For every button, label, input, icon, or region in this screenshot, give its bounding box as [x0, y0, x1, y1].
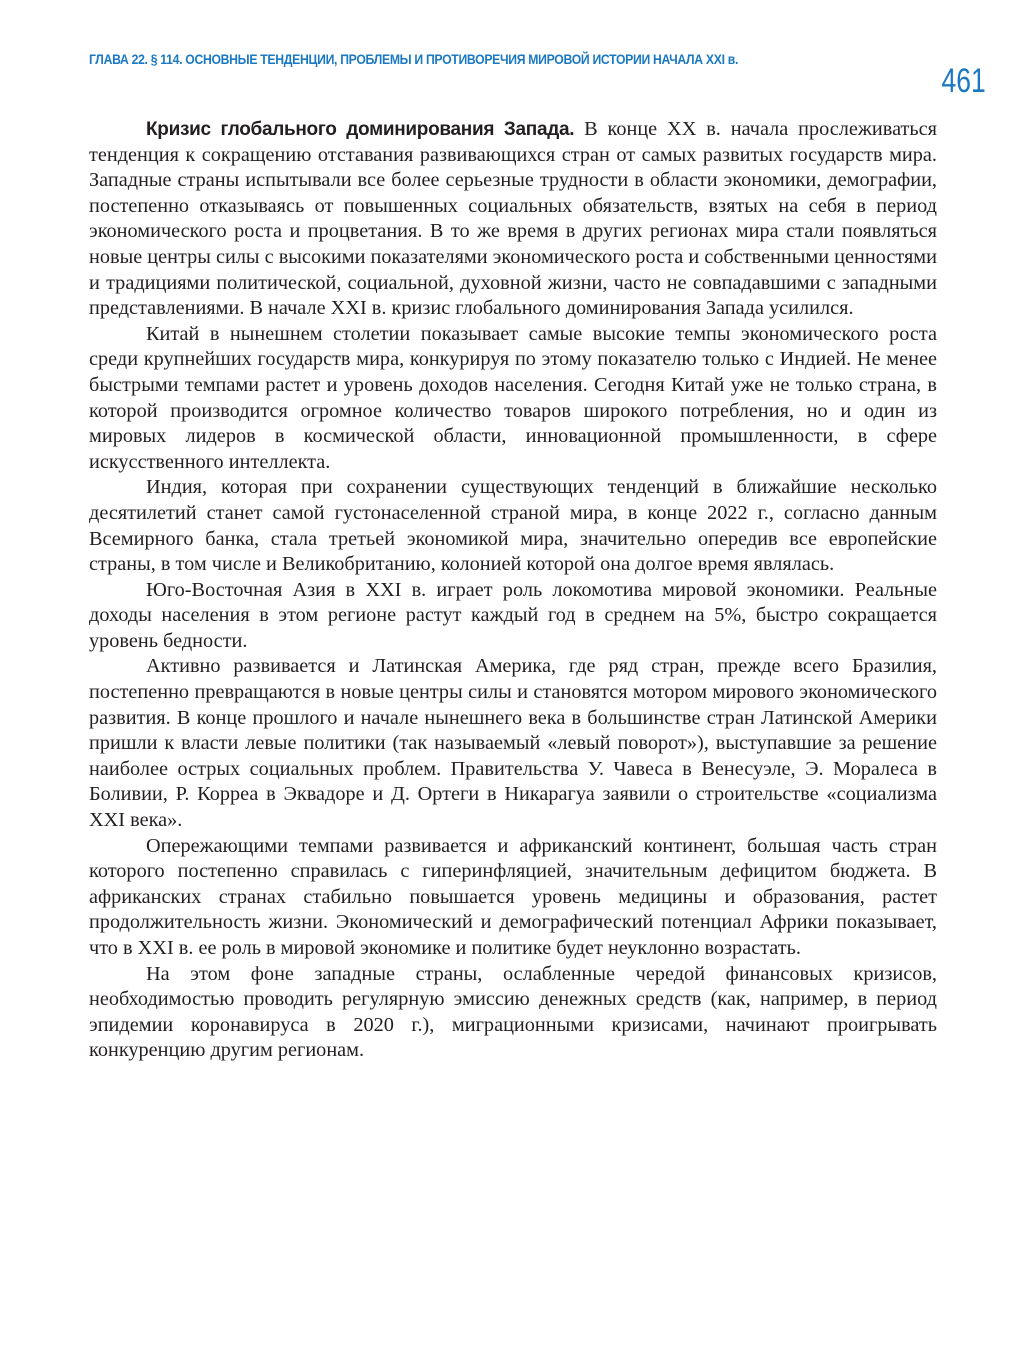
paragraph-2: Китай в нынешнем столетии показывает самые высокие темпы экономического роста среди крупнейших государств мира, конкурируя по этому показателю только с Индией. Не менее быстрыми темпами растет и уровень доходов населения. Сегодня Китай уже не только страна, в которой производится огромное количество товаров широкого потребления, но и один из мировых лидеров в космической области, инновационной промышленности, в сфере искусственного интеллекта. [89, 322, 937, 473]
page-body [89, 117, 937, 1064]
paragraph-4: Юго-Восточная Азия в XXI в. играет роль локомотива мировой экономики. Реальные доходы населения в этом регионе растут каждый год в среднем на 5%, быстро сокращается уровень бедности. [89, 578, 937, 652]
running-header: ГЛАВА 22. § 114. ОСНОВНЫЕ ТЕНДЕНЦИИ, ПРОБЛЕМЫ И ПРОТИВОРЕЧИЯ МИРОВОЙ ИСТОРИИ НАЧАЛА XXI в. [89, 52, 739, 68]
paragraph-1 [89, 117, 937, 322]
page-number: 461 [941, 62, 986, 100]
section-heading: Кризис глобального доминирования Запада. [146, 119, 575, 140]
paragraph-1-text: В конце XX в. начала прослеживаться тенденция к сокращению отставания развивающихся стран от самых развитых государств мира. Западные страны испытывали все более серьезные трудности в области экономики, демографии, постепенно отказываясь от повышенных социальных обязательств, взятых на себя в период экономического роста и процветания. В то же время в других регионах мира стали появляться новые центры силы с высокими показателями экономического роста и собственными ценностями и традициями политической, социальной, духовной жизни, часто не совпадавшими с западными представлениями. В начале XXI в. кризис глобального доминирования Запада усилился. [89, 118, 937, 320]
paragraph-3: Индия, которая при сохранении существующих тенденций в ближайшие несколько десятилетий станет самой густонаселенной страной мира, в конце 2022 г., согласно данным Всемирного банка, стала третьей экономикой мира, значительно опередив все европейские страны, в том числе и Великобританию, колонией которой она долгое время являлась. [89, 476, 937, 576]
paragraph-5: Активно развивается и Латинская Америка, где ряд стран, прежде всего Бразилия, постепенно превращаются в новые центры силы и становятся мотором мирового экономического развития. В конце прошлого и начале нынешнего века в большинстве стран Латинской Америки пришли к власти левые политики (так называемый «левый поворот»), выступавшие за решение наиболее острых социальных проблем. Правительства У. Чавеса в Венесуэле, Э. Моралеса в Боливии, Р. Корреа в Эквадоре и Д. Ортеги в Никарагуа заявили о строительстве «социализма XXI века». [89, 655, 937, 832]
paragraph-7: На этом фоне западные страны, ослабленные чередой финансовых кризисов, необходимостью проводить регулярную эмиссию денежных средств (как, например, в период эпидемии коронавируса в 2020 г.), миграционными кризисами, начинают проигрывать конкуренцию другим регионам. [89, 962, 937, 1062]
paragraph-6: Опережающими темпами развивается и африканский континент, большая часть стран которого постепенно справилась с гиперинфляцией, значительным дефицитом бюджета. В африканских странах стабильно повышается уровень медицины и образования, растет продолжительность жизни. Экономический и демографический потенциал Африки показывает, что в XXI в. ее роль в мировой экономике и политике будет неуклонно возрастать. [89, 834, 937, 959]
